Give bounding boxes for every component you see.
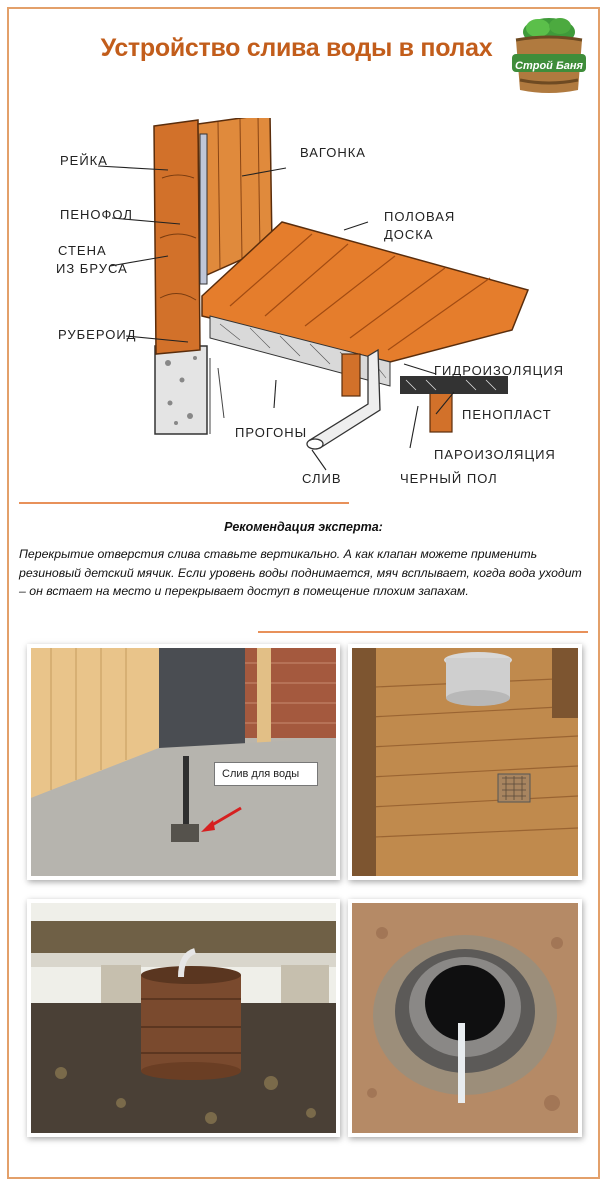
photo-concrete-ring-image bbox=[352, 903, 578, 1133]
label-penofol: ПЕНОФОЛ bbox=[60, 207, 133, 222]
photo-barrel-pit-image bbox=[31, 903, 336, 1133]
photo-barrel-pit bbox=[27, 899, 340, 1137]
label-gidroizolyaciya: ГИДРОИЗОЛЯЦИЯ bbox=[434, 363, 564, 378]
label-paroizolyaciya: ПАРОИЗОЛЯЦИЯ bbox=[434, 447, 556, 462]
divider-top bbox=[19, 502, 349, 504]
expert-text: Перекрытие отверстия слива ставьте вертикально. А как клапан можете применить резиновый детский мячик. Если уровень воды поднимается, мяч всплывает, когда вода уходит – он встает на место и перекрывает доступ в помещение плохим запахам. bbox=[19, 547, 582, 598]
logo-text: Строй Баня bbox=[515, 60, 583, 72]
floor-drain-diagram bbox=[50, 118, 564, 498]
label-reika: РЕЙКА bbox=[60, 153, 108, 168]
bucket-logo-icon bbox=[494, 10, 604, 96]
photo-concrete-ring bbox=[348, 899, 582, 1137]
label-stena-line1: СТЕНА bbox=[58, 243, 107, 258]
label-stena-line2: ИЗ БРУСА bbox=[56, 261, 128, 276]
label-vagonka: ВАГОНКА bbox=[300, 145, 366, 160]
label-polovaya-line1: ПОЛОВАЯ bbox=[384, 209, 456, 224]
photo-drain-grate bbox=[348, 644, 582, 880]
divider-bottom bbox=[258, 631, 588, 633]
photo-drain-grate-image bbox=[352, 648, 578, 876]
expert-heading: Рекомендация эксперта: bbox=[224, 520, 383, 534]
logo bbox=[494, 10, 604, 96]
callout-drain-label: Слив для воды bbox=[214, 762, 318, 786]
label-cherny-pol: ЧЕРНЫЙ ПОЛ bbox=[400, 471, 498, 486]
label-penoplast: ПЕНОПЛАСТ bbox=[462, 407, 552, 422]
label-ruberoid: РУБЕРОИД bbox=[58, 327, 137, 342]
page-title: Устройство слива воды в полах bbox=[100, 34, 493, 62]
label-sliv: СЛИВ bbox=[302, 471, 342, 486]
label-progony: ПРОГОНЫ bbox=[235, 425, 308, 440]
label-polovaya-line2: ДОСКА bbox=[384, 227, 434, 242]
